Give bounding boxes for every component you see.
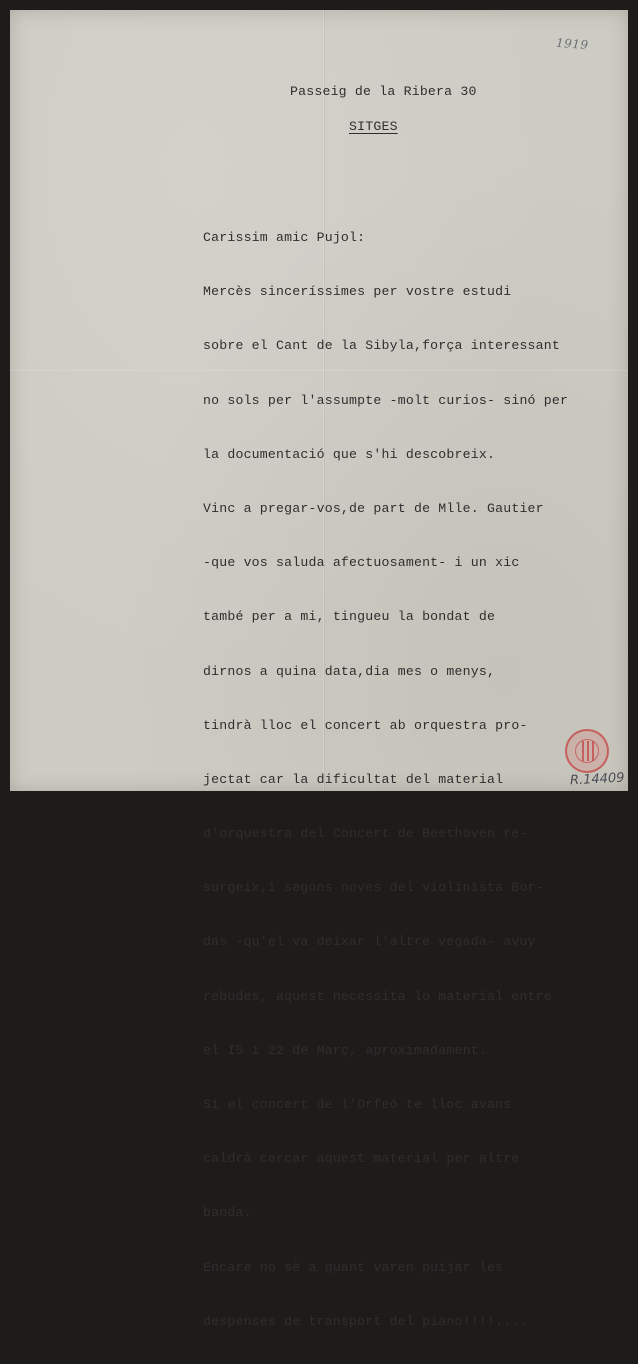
archive-reference-code: R.14409 bbox=[569, 770, 625, 789]
letter-line: no sols per l'assumpte -molt curios- sinó per bbox=[203, 392, 569, 408]
letter-line: Vinc a pregar-vos,de part de Mlle. Gautier bbox=[203, 500, 544, 516]
letter-line: Mercès sinceríssimes per vostre estudi bbox=[203, 284, 512, 300]
letter-line: dirnos a quina data,dia mes o menys, bbox=[203, 663, 496, 679]
letter-line: tindrà lloc el concert ab orquestra pro- bbox=[203, 717, 528, 733]
letter-sheet bbox=[10, 10, 628, 1329]
letter-line: surgeix,i segons noves del violinista Bor- bbox=[203, 880, 544, 896]
sender-city: SITGES bbox=[349, 119, 398, 134]
letter-line: caldrà cercar aquest material per altre bbox=[203, 1151, 520, 1167]
letter-line: despenses de transport del piano!!!!.... bbox=[203, 1313, 528, 1329]
letter-line: -que vos saluda afectuosament- i un xic bbox=[203, 555, 520, 571]
sender-address: Passeig de la Ribera 30 bbox=[290, 84, 477, 99]
letter-line: sobre el Cant de la Sibyla,força interessant bbox=[203, 338, 561, 354]
letter-line: d'orquestra del Concert de Beethoven re- bbox=[203, 826, 528, 842]
stamp-bar-left bbox=[582, 741, 584, 761]
letter-line: banda. bbox=[203, 1205, 252, 1221]
letter-line: la documentació que s'hi descobreix. bbox=[203, 446, 496, 462]
letter-line: Carissim amic Pujol: bbox=[203, 230, 366, 245]
stamp-bar-middle bbox=[587, 741, 589, 761]
letter-line: Si el concert de l'Orfeó te lloc avans bbox=[203, 1097, 512, 1112]
letter-line: Encare no sè a quant varen puijar les bbox=[203, 1259, 504, 1275]
letter-body bbox=[203, 196, 568, 1364]
library-seal-stamp-icon bbox=[565, 729, 609, 773]
pencil-year-annotation: 1919 bbox=[555, 35, 589, 53]
letter-line: rebudes, aquest necessita lo material entre bbox=[203, 988, 552, 1004]
stamp-bar-right bbox=[592, 741, 594, 761]
letter-line: jectat car la dificultat del material bbox=[203, 771, 504, 787]
letter-line: també per a mi, tingueu la bondat de bbox=[203, 609, 496, 625]
letter-line: das -qu'el va deixar l'altre vegada- avuy bbox=[203, 934, 536, 950]
letter-line: el I5 i 22 de Març, aproximadament. bbox=[203, 1042, 487, 1058]
